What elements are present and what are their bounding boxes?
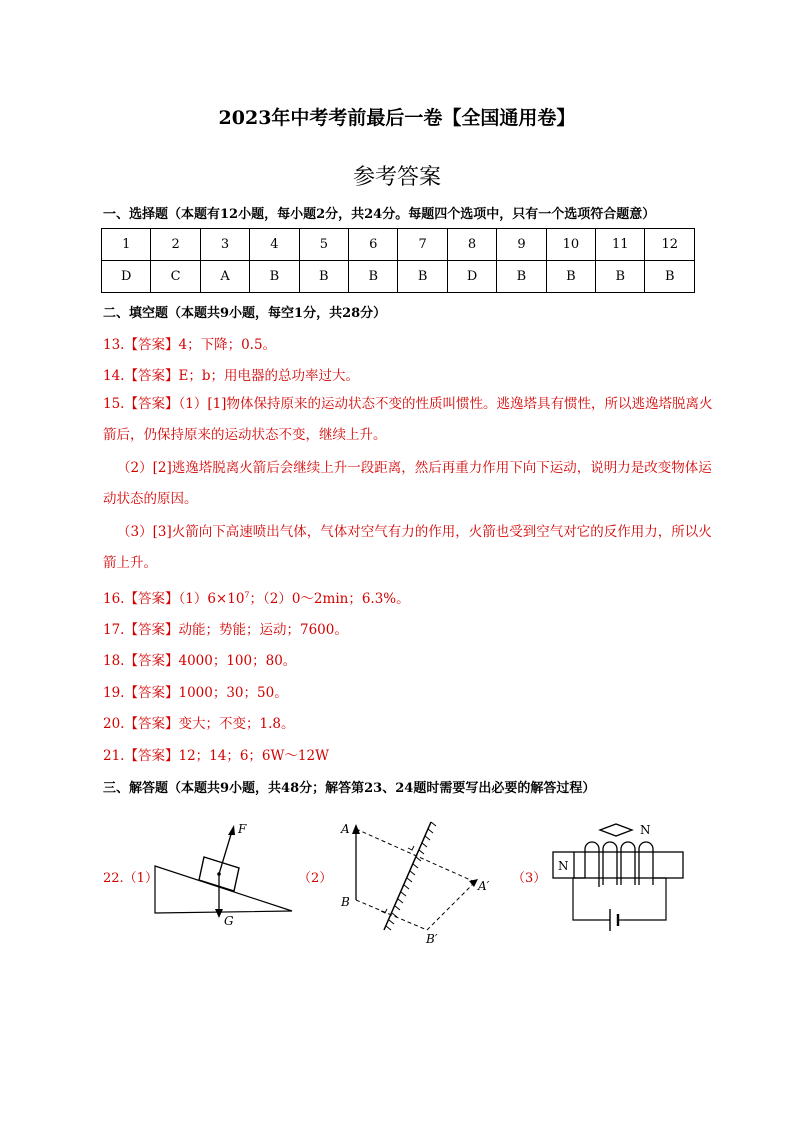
- answer-21: [103, 744, 329, 764]
- answer-text: （1）[1]物体保持原来的运动状态不变的性质叫惯性。逃逸塔具有惯性，所以逃逸塔脱离火箭后，仍保持原来的运动状态不变，继续上升。: [103, 396, 713, 443]
- image-ab: [427, 882, 475, 930]
- answer-15-part2: （2）[2]逃逸塔脱离火箭后会继续上升一段距离，然后再重力作用下向下运动，说明力是改变物体运动状态的原因。: [103, 460, 712, 507]
- answer-tag: 【答案】: [124, 653, 179, 669]
- table-cell: 8: [447, 229, 496, 261]
- answer-tag: 【答案】: [124, 716, 179, 732]
- table-cell: 6: [349, 229, 398, 261]
- answer-16: [103, 587, 410, 607]
- wire-right: [624, 878, 666, 920]
- table-cell: B: [250, 261, 299, 293]
- table-cell: 11: [596, 229, 645, 261]
- table-cell: 3: [200, 229, 249, 261]
- page-subtitle: 参考答案: [352, 165, 441, 190]
- answer-17: [103, 618, 348, 638]
- table-cell: 7: [398, 229, 447, 261]
- question-number: 20.: [103, 716, 125, 732]
- table-cell: D: [102, 261, 151, 293]
- exponent: 7: [244, 590, 250, 600]
- mirror-line: [384, 822, 431, 930]
- answer-text: 4；下降；0.5。: [178, 337, 277, 353]
- answer-tag: 【答案】: [124, 337, 179, 353]
- question-number: 13.: [103, 337, 125, 353]
- table-cell: 4: [250, 229, 299, 261]
- table-cell: B: [497, 261, 546, 293]
- page-title: 2023年中考考前最后一卷【全国通用卷】: [218, 107, 576, 129]
- answer-13: [103, 333, 276, 353]
- table-cell: 10: [546, 229, 595, 261]
- question-number: 14.: [103, 368, 125, 384]
- gravity-label: G: [224, 914, 234, 928]
- table-cell: B: [398, 261, 447, 293]
- force-arrowhead: [228, 825, 235, 835]
- gravity-arrowhead: [215, 909, 223, 918]
- table-cell: 5: [299, 229, 348, 261]
- incline-triangle: [155, 866, 292, 913]
- answer-15-part1: [103, 389, 721, 451]
- answer-text: E；b；用电器的总功率过大。: [178, 368, 359, 384]
- answer-14: [103, 364, 359, 384]
- answer-tag: 【答案】: [124, 622, 179, 638]
- dashed-aa: [356, 829, 475, 882]
- answer-text: 4000；100；80。: [178, 653, 297, 669]
- mirror-hatching: [386, 822, 436, 930]
- table-cell: A: [200, 261, 249, 293]
- force-arrow: [219, 831, 232, 874]
- question-number: 18.: [103, 653, 125, 669]
- table-cell: D: [447, 261, 496, 293]
- table-cell: 9: [497, 229, 546, 261]
- compass-label: N: [640, 823, 651, 837]
- answer-text: 变大；不变；1.8。: [178, 716, 295, 732]
- question-number: 17.: [103, 622, 125, 638]
- answer-15-part3: （3）[3]火箭向下高速喷出气体，气体对空气有力的作用，火箭也受到空气对它的反作用力，所以火箭上升。: [103, 524, 712, 571]
- section-3-heading: 三、解答题（本题共9小题，共48分；解答第23、24题时需要写出必要的解答过程）: [103, 781, 596, 796]
- table-cell: C: [151, 261, 200, 293]
- part2-label: （2）: [298, 871, 333, 886]
- force-label: F: [238, 822, 247, 836]
- image-b-label: B′: [426, 932, 438, 944]
- answer-tag: 【答案】: [124, 368, 179, 384]
- dashed-bb: [356, 900, 427, 930]
- mirror-diagram: [335, 812, 495, 944]
- question-number: 19.: [103, 685, 125, 701]
- answer-18: [103, 649, 296, 669]
- answer-table: [101, 228, 695, 293]
- point-b-label: B: [341, 895, 350, 909]
- table-cell: B: [349, 261, 398, 293]
- answer-tag: 【答案】: [124, 591, 179, 607]
- right-angle-mark: [381, 909, 387, 913]
- right-angle-mark: [408, 846, 414, 850]
- electromagnet-diagram: [548, 818, 688, 938]
- answer-tag: 【答案】: [124, 748, 179, 764]
- table-cell: B: [596, 261, 645, 293]
- iron-core: [553, 852, 683, 878]
- table-cell: B: [546, 261, 595, 293]
- q22-label: 22.（1）: [103, 871, 158, 886]
- answer-text: （1）6×10: [178, 591, 245, 607]
- section-1-heading: 一、选择题（本题有12小题，每小题2分，共24分。每题四个选项中，只有一个选项符合题意）: [103, 207, 656, 222]
- section-2-heading: 二、填空题（本题共9小题，每空1分，共28分）: [103, 306, 387, 321]
- coil: [585, 842, 653, 887]
- question-number: 16.: [103, 591, 125, 607]
- incline-force-diagram: [150, 818, 300, 933]
- compass-needle: [600, 824, 632, 836]
- center-point: [217, 872, 221, 876]
- answer-tag: 【答案】: [124, 685, 179, 701]
- image-arrowhead: [469, 879, 478, 887]
- question-number: 21.: [103, 748, 125, 764]
- table-cell: B: [299, 261, 348, 293]
- part3-label: （3）: [512, 871, 547, 886]
- table-cell: 2: [151, 229, 200, 261]
- table-row-numbers: [102, 229, 695, 261]
- question-number: 15.: [103, 396, 125, 412]
- answer-text: ；（2）0～2min；6.3%。: [249, 591, 410, 607]
- answer-text: 1000；30；50。: [178, 685, 288, 701]
- point-a-label: A: [341, 822, 350, 836]
- table-cell: 1: [102, 229, 151, 261]
- pole-label: N: [558, 859, 569, 873]
- image-a-label: A′: [478, 879, 490, 893]
- table-row-answers: [102, 261, 695, 293]
- answer-text: 动能；势能；运动；7600。: [178, 622, 348, 638]
- table-cell: B: [645, 261, 695, 293]
- answer-20: [103, 712, 294, 732]
- table-cell: 12: [645, 229, 695, 261]
- answer-text: 12；14；6；6W～12W: [178, 748, 329, 764]
- answer-tag: 【答案】: [124, 396, 179, 412]
- answer-19: [103, 681, 288, 701]
- wire-left: [573, 878, 606, 920]
